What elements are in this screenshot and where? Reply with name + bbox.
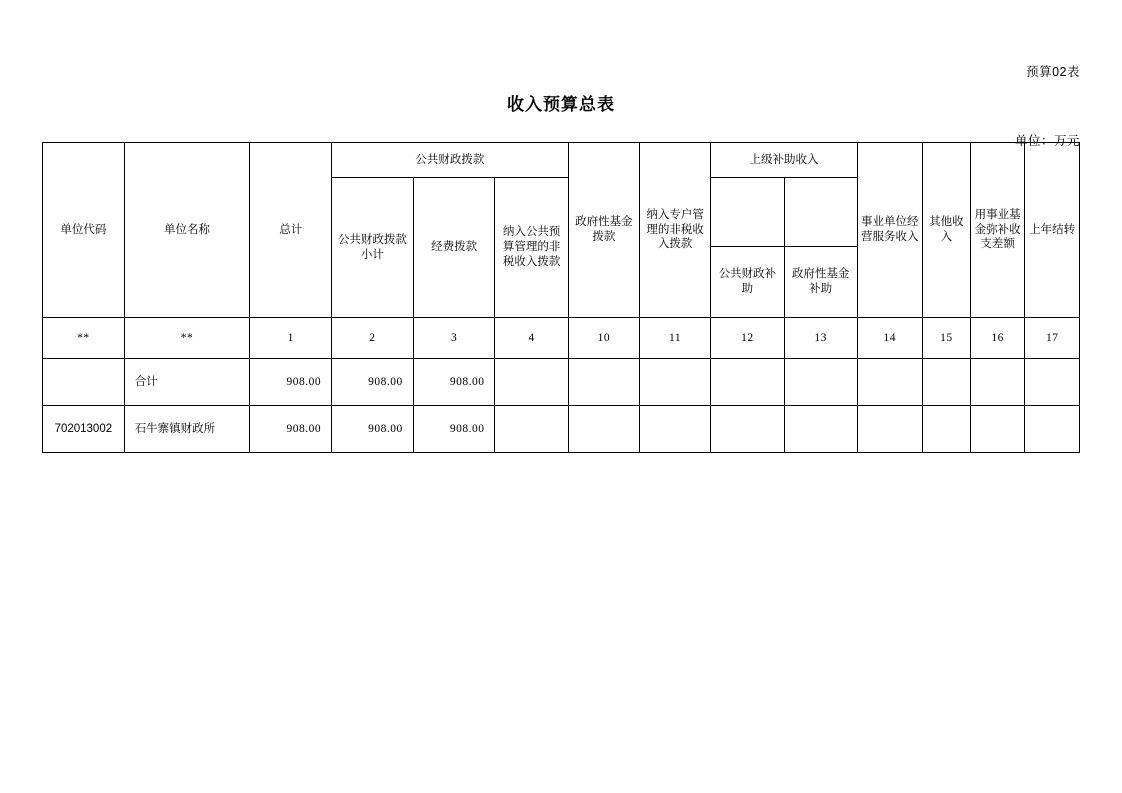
header-prior-year-carryover: 上年结转 [1025,143,1080,318]
colnum-operating-allocation: 3 [413,318,495,359]
colnum-unit-code: ** [43,318,125,359]
cell-superior-public-finance-subsidy [711,406,784,453]
cell-operating-allocation: 908.00 [413,406,495,453]
cell-non-tax-into-public-budget [495,406,568,453]
cell-special-account-non-tax [639,406,710,453]
colnum-non-tax-into-public-budget: 4 [495,318,568,359]
table-header [43,143,1080,318]
colnum-special-account-non-tax: 11 [639,318,710,359]
header-gov-fund-allocation: 政府性基金拨款 [568,143,639,318]
header-non-tax-into-public-budget: 纳入公共预算管理的非税收入拨款 [495,178,568,318]
cell-gov-fund-allocation [568,406,639,453]
cell-public-finance-subtotal: 908.00 [332,406,414,453]
colnum-unit-name: ** [124,318,250,359]
colnum-other-income: 15 [922,318,970,359]
colnum-gov-fund-allocation: 10 [568,318,639,359]
cell-total: 908.00 [250,406,332,453]
cell-unit-name: 合计 [124,359,250,406]
header-unit-code: 单位代码 [43,143,125,318]
cell-total: 908.00 [250,359,332,406]
header-superior-subsidy-group: 上级补助收入 [711,143,858,178]
income-budget-table [42,142,1080,453]
table-row [43,359,1080,406]
header-fund-offset-deficit: 用事业基金弥补收支差额 [970,143,1024,318]
header-superior-spacer-left [711,178,784,247]
header-total: 总计 [250,143,332,318]
cell-superior-gov-fund-subsidy [784,406,857,453]
header-superior-public-finance-subsidy: 公共财政补助 [711,247,784,318]
cell-gov-fund-allocation [568,359,639,406]
colnum-institution-operating-income: 14 [857,318,922,359]
column-number-row [43,318,1080,359]
header-operating-allocation: 经费拨款 [413,178,495,318]
colnum-superior-gov-fund-subsidy: 13 [784,318,857,359]
cell-special-account-non-tax [639,359,710,406]
cell-institution-operating-income [857,406,922,453]
table-row [43,406,1080,453]
header-other-income: 其他收入 [922,143,970,318]
colnum-superior-public-finance-subsidy: 12 [711,318,784,359]
cell-superior-gov-fund-subsidy [784,359,857,406]
header-public-finance-group: 公共财政拨款 [332,143,569,178]
header-superior-gov-fund-subsidy: 政府性基金补助 [784,247,857,318]
colnum-fund-offset-deficit: 16 [970,318,1024,359]
cell-public-finance-subtotal: 908.00 [332,359,414,406]
cell-prior-year-carryover [1025,359,1080,406]
colnum-total: 1 [250,318,332,359]
cell-other-income [922,406,970,453]
cell-non-tax-into-public-budget [495,359,568,406]
cell-operating-allocation: 908.00 [413,359,495,406]
cell-unit-code: 702013002 [43,406,125,453]
table-body [43,318,1080,453]
header-institution-operating-income: 事业单位经营服务收入 [857,143,922,318]
header-special-account-non-tax: 纳入专户管理的非税收入拨款 [639,143,710,318]
header-public-finance-subtotal: 公共财政拨款小计 [332,178,414,318]
cell-superior-public-finance-subsidy [711,359,784,406]
cell-other-income [922,359,970,406]
cell-fund-offset-deficit [970,406,1024,453]
colnum-prior-year-carryover: 17 [1025,318,1080,359]
unit-of-measure-label: 单位：万元 [1014,134,1080,148]
cell-institution-operating-income [857,359,922,406]
cell-fund-offset-deficit [970,359,1024,406]
cell-prior-year-carryover [1025,406,1080,453]
header-unit-name: 单位名称 [124,143,250,318]
page-title: 收入预算总表 [507,95,615,114]
header-superior-spacer-right [784,178,857,247]
colnum-public-finance-subtotal: 2 [332,318,414,359]
cell-unit-name: 石牛寨镇财政所 [124,406,250,453]
cell-unit-code [43,359,125,406]
form-code-label: 预算02表 [1026,65,1080,79]
